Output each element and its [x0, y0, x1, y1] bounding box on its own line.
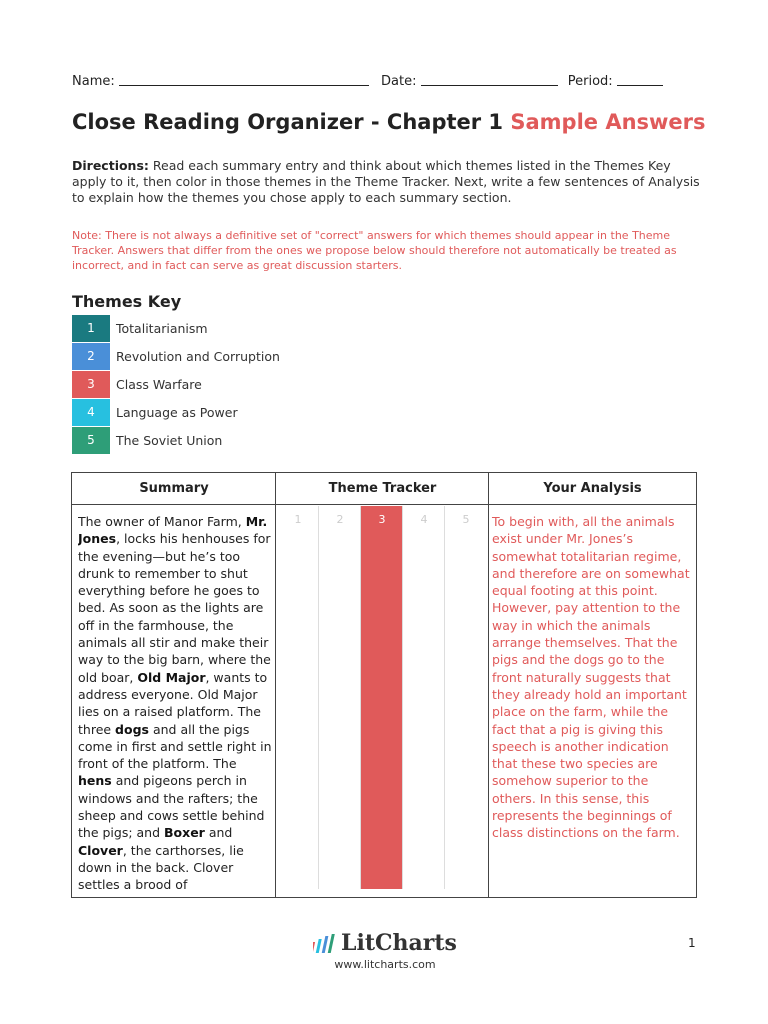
- period-label: Period:: [567, 74, 613, 89]
- tracker-column-3[interactable]: 3: [361, 506, 403, 889]
- theme-number-badge: 3: [72, 371, 110, 398]
- theme-label: The Soviet Union: [116, 432, 223, 448]
- summary-fragment: and all the pigs come in first and settle right in front of the platform. The: [78, 721, 272, 772]
- organizer-table: [71, 472, 697, 898]
- period-blank: [617, 73, 663, 86]
- character-name: Old Major: [137, 669, 206, 685]
- website-url[interactable]: www.litcharts.com: [334, 958, 436, 971]
- directions-paragraph: [72, 158, 700, 206]
- student-info-line: [72, 73, 692, 89]
- theme-number-badge: 1: [72, 315, 110, 342]
- theme-row-3: [72, 370, 202, 398]
- page-title: [72, 110, 706, 134]
- tracker-column-4[interactable]: 4: [420, 513, 428, 526]
- theme-label: Class Warfare: [116, 376, 202, 392]
- character-name: hens: [78, 773, 112, 789]
- theme-label: Totalitarianism: [116, 320, 208, 336]
- summary-fragment: , wants to address everyone. Old Major lies on a raised platform. The three: [78, 669, 268, 737]
- title-accent: Sample Answers: [510, 110, 706, 134]
- page-number: 1: [688, 936, 696, 950]
- date-blank: [421, 73, 558, 86]
- theme-label: Revolution and Corruption: [116, 348, 280, 364]
- logo-wordmark: LitCharts: [341, 930, 457, 956]
- summary-fragment: , locks his henhouses for the evening—but he’s too drunk to remember to shut everything before he goes to bed. As soon as the lights are off in the farmhouse, the animals all stir and make their way to the big barn, where the old boar,: [78, 531, 271, 685]
- theme-number-badge: 5: [72, 427, 110, 454]
- theme-row-2: [72, 342, 280, 370]
- litcharts-logo: [313, 930, 457, 956]
- character-name: Mr. Jones: [78, 514, 268, 547]
- summary-fragment: The owner of Manor Farm,: [78, 514, 246, 529]
- tracker-column-1[interactable]: 1: [294, 513, 302, 526]
- logo-bars-icon: [313, 933, 337, 953]
- tracker-column-2[interactable]: 2: [336, 513, 344, 526]
- analysis-text: To begin with, all the animals exist under Mr. Jones’s somewhat totalitarian regime, and therefore are on somewhat equal footing at this point. However, pay attention to the way in which the animals arrange themselves. That the pigs and the dogs go to the front naturally suggests that they already hold an important place on the farm, while the fact that a pig is giving this speech is another indication that these two species are somehow superior to the others. In this sense, this represents the beginnings of class distinctions on the farm.: [492, 514, 690, 841]
- theme-tracker-header: Theme Tracker: [276, 473, 489, 505]
- summary-header: Summary: [72, 473, 276, 505]
- summary-fragment: and pigeons perch in windows and the rafters; the sheep and cows settle behind the pigs; and: [78, 773, 265, 841]
- tracker-column-5[interactable]: 5: [462, 513, 470, 526]
- name-blank: [119, 73, 369, 86]
- theme-number-badge: 4: [72, 399, 110, 426]
- analysis-header: Your Analysis: [489, 473, 696, 505]
- column-divider: [488, 473, 489, 897]
- character-name: Boxer: [164, 825, 205, 841]
- theme-label: Language as Power: [116, 404, 238, 420]
- theme-row-4: [72, 398, 238, 426]
- date-label: Date:: [381, 74, 417, 89]
- themes-key-heading: Themes Key: [72, 292, 182, 311]
- directions-text: Read each summary entry and think about which themes listed in the Themes Key apply to it, then color in those themes in the Theme Tracker. Next, write a few sentences of Analysis to explain how the themes you chose apply to each summary section.: [72, 158, 700, 205]
- summary-text: [78, 513, 274, 895]
- directions-label: Directions:: [72, 158, 149, 173]
- theme-row-1: [72, 314, 208, 342]
- theme-row-5: [72, 426, 222, 454]
- note-paragraph: Note: There is not always a definitive set of "correct" answers for which themes should appear in the Theme Tracker. Answers that differ from the ones we propose below should therefore not automatically be treated as incorrect, and in fact can serve as great discussion starters.: [72, 229, 677, 272]
- summary-fragment: and: [204, 825, 233, 841]
- summary-fragment: , the carthorses, lie down in the back. Clover settles a brood of: [78, 842, 244, 893]
- character-name: Clover: [78, 842, 123, 858]
- column-divider: [275, 473, 276, 897]
- character-name: dogs: [115, 721, 149, 737]
- title-main: Close Reading Organizer - Chapter 1: [72, 110, 504, 134]
- theme-number-badge: 2: [72, 343, 110, 370]
- name-label: Name:: [72, 74, 115, 89]
